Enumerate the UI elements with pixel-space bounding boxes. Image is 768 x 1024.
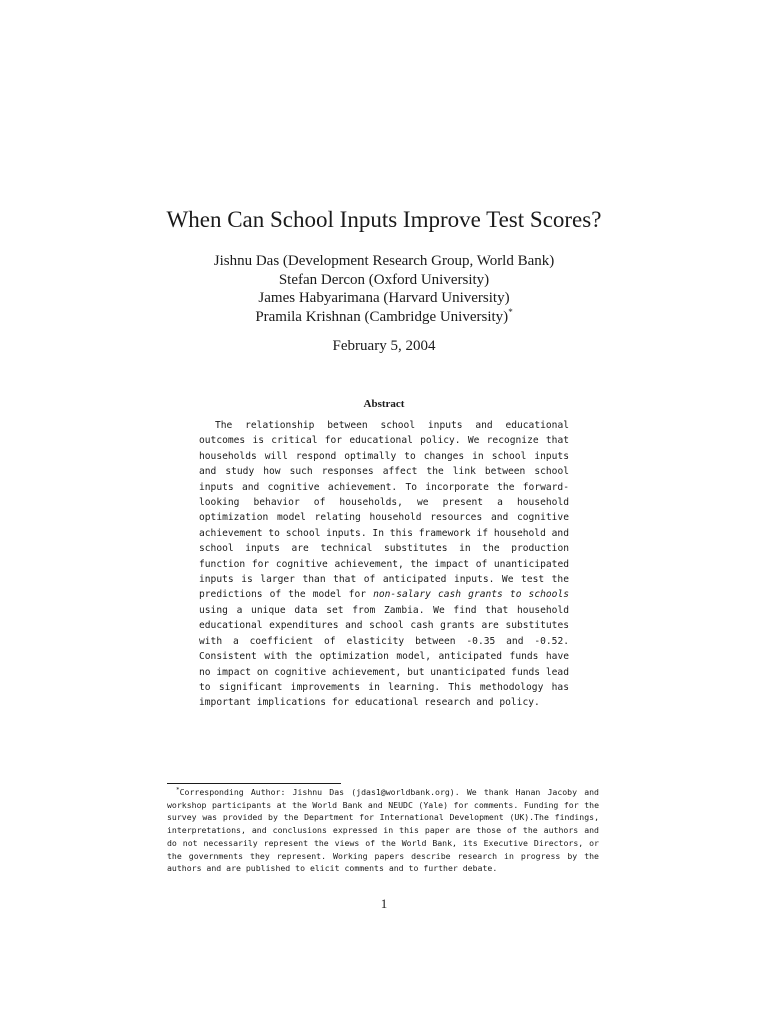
footnote-text: Corresponding Author: Jishnu Das (jdas1@worldbank.org). We thank Hanan Jacoby and workshop participants at the World Bank and NEUDC (Yale) for comments. Funding for the survey was provided by the Department for International Development (UK).The findings, interpretations, and conclusions expressed in this paper are those of the authors and do not necessarily represent the views of the World Bank, its Executive Directors, or the governments they represent. Working papers describe research in progress by the authors and are published to elicit comments and to further debate.: [167, 787, 599, 874]
author-krishnan-line: [0, 308, 768, 327]
abstract-body: [199, 418, 569, 711]
author-list: [0, 252, 768, 326]
author-dercon: Stefan Dercon (Oxford University): [278, 271, 490, 288]
footnote-rule: [167, 783, 341, 784]
paper-date: February 5, 2004: [332, 338, 436, 354]
paper-title: When Can School Inputs Improve Test Scores?: [166, 207, 602, 232]
footnote-mark: *: [176, 786, 180, 794]
abstract-italic-phrase: non-salary cash grants to schools: [373, 589, 569, 601]
abstract-text-part-1: The relationship between school inputs and educational outcomes is critical for educational policy. We recognize that households will respond optimally to changes in school inputs and study how such responses affect the link between school inputs and cognitive achievement. To incorporate the forward-looking behavior of households, we present a household optimization model relating household resources and cognitive achievement to school inputs. In this framework if household and school inputs are technical substitutes in the production function for cognitive achievement, the impact of unanticipated inputs is larger than that of anticipated inputs. We test the predictions of the model for: [199, 420, 569, 601]
author-footnote-mark[interactable]: *: [508, 306, 513, 317]
page-number: 1: [380, 896, 388, 911]
author-das: Jishnu Das (Development Research Group, World Bank): [213, 253, 555, 269]
abstract-heading: Abstract: [363, 398, 405, 410]
abstract-text-part-2: using a unique data set from Zambia. We find that household educational expenditures and school cash grants are substitutes with a coefficient of elasticity between -0.35 and -0.52. Consistent with the optimization model, anticipated funds have no impact on cognitive achievement, but unanticipated funds lead to significant improvements in learning. This methodology has important implications for educational research and policy.: [199, 604, 569, 709]
author-habyarimana: James Habyarimana (Harvard University): [258, 290, 510, 306]
author-krishnan: Pramila Krishnan (Cambridge University): [255, 308, 509, 325]
footnote: [167, 786, 599, 875]
